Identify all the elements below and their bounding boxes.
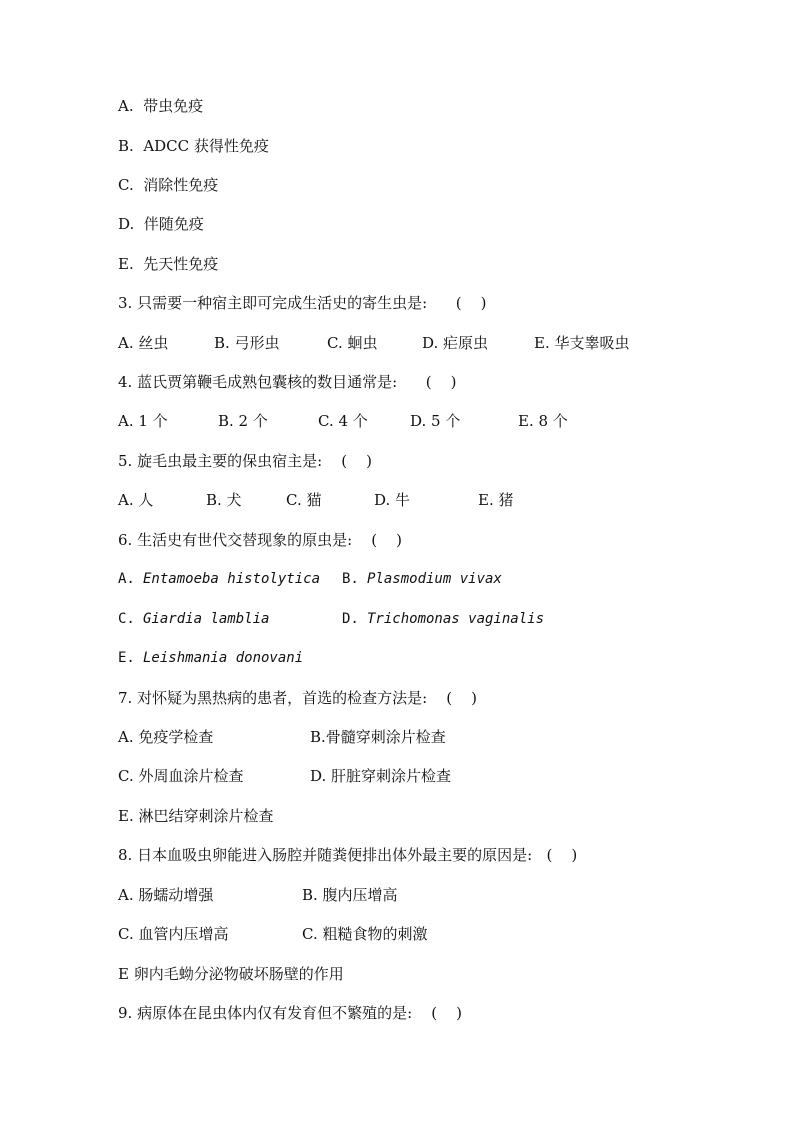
- option-row: [118, 806, 274, 826]
- option-b: B. 犬: [206, 491, 242, 509]
- question-stem: [118, 530, 402, 550]
- option-text: A. 带虫免疫: [118, 97, 204, 115]
- question-text: 7. 对怀疑为黑热病的患者，首选的检查方法是: ( ): [118, 689, 477, 707]
- question-text: 5. 旋毛虫最主要的保虫宿主是: ( ): [118, 452, 372, 470]
- question-text: 3. 只需要一种宿主即可完成生活史的寄生虫是: ( ): [118, 294, 487, 312]
- option-line: [118, 254, 218, 274]
- option-b: B.骨髓穿刺涂片检查: [310, 728, 446, 746]
- question-stem: [118, 372, 457, 392]
- option-c-text: Giardia lamblia: [143, 611, 270, 627]
- option-line: [118, 214, 204, 234]
- option-e-text: Leishmania donovani: [143, 650, 304, 666]
- option-e: E. 猪: [478, 491, 514, 509]
- option-b-label: B.: [342, 571, 359, 587]
- option-e: E. 8 个: [518, 412, 568, 430]
- option-text: C. 消除性免疫: [118, 176, 219, 194]
- option-text: B. ADCC 获得性免疫: [118, 137, 269, 155]
- option-c: C. 4 个: [318, 412, 368, 430]
- question-stem: [118, 293, 487, 313]
- option-e: E 卵内毛蚴分泌物破坏肠壁的作用: [118, 965, 344, 983]
- question-text: 9. 病原体在昆虫体内仅有发育但不繁殖的是: ( ): [118, 1004, 462, 1022]
- option-a: A. 免疫学检查: [118, 728, 214, 746]
- option-c: C. 猫: [286, 491, 322, 509]
- question-text: 6. 生活史有世代交替现象的原虫是: ( ): [118, 531, 402, 549]
- question-text: 4. 蓝氏贾第鞭毛成熟包囊核的数目通常是: ( ): [118, 373, 457, 391]
- option-a: A. 肠蠕动增强: [118, 886, 214, 904]
- option-line: [118, 136, 269, 156]
- question-stem: [118, 845, 577, 865]
- option-line: [118, 175, 218, 195]
- question-stem: [118, 451, 372, 471]
- option-e-label: E.: [118, 650, 135, 666]
- option-b-text: Plasmodium vivax: [367, 571, 502, 587]
- option-a: A. 人: [118, 491, 154, 509]
- option-text: E. 先天性免疫: [118, 255, 219, 273]
- option-b: B. 腹内压增高: [302, 886, 398, 904]
- option-text: D. 伴随免疫: [118, 215, 204, 233]
- option-e: E. 华支睾吸虫: [534, 334, 630, 352]
- option-c-label: C.: [118, 611, 135, 627]
- option-a: A. 1 个: [118, 412, 168, 430]
- option-c: C. 外周血涂片检查: [118, 767, 244, 785]
- option-line: [118, 96, 203, 116]
- option-row: [118, 964, 344, 984]
- option-a-text: Entamoeba histolytica: [143, 571, 321, 587]
- option-d: C. 粗糙食物的刺激: [302, 925, 428, 943]
- option-e: E. 淋巴结穿刺涂片检查: [118, 807, 274, 825]
- option-d-text: Trichomonas vaginalis: [367, 611, 545, 627]
- option-d: D. 疟原虫: [422, 334, 489, 352]
- option-c: C. 血管内压增高: [118, 925, 229, 943]
- option-a: A. 丝虫: [118, 334, 169, 352]
- option-d: D. 5 个: [410, 412, 461, 430]
- option-a-label: A.: [118, 571, 135, 587]
- question-stem: [118, 1003, 462, 1023]
- option-b: B. 2 个: [218, 412, 268, 430]
- option-d-label: D.: [342, 611, 359, 627]
- option-d: D. 肝脏穿刺涂片检查: [310, 767, 452, 785]
- option-d: D. 牛: [374, 491, 411, 509]
- question-stem: [118, 688, 477, 708]
- question-text: 8. 日本血吸虫卵能进入肠腔并随粪便排出体外最主要的原因是: ( ): [118, 846, 578, 864]
- option-b: B. 弓形虫: [214, 334, 280, 352]
- option-c: C. 蛔虫: [327, 334, 378, 352]
